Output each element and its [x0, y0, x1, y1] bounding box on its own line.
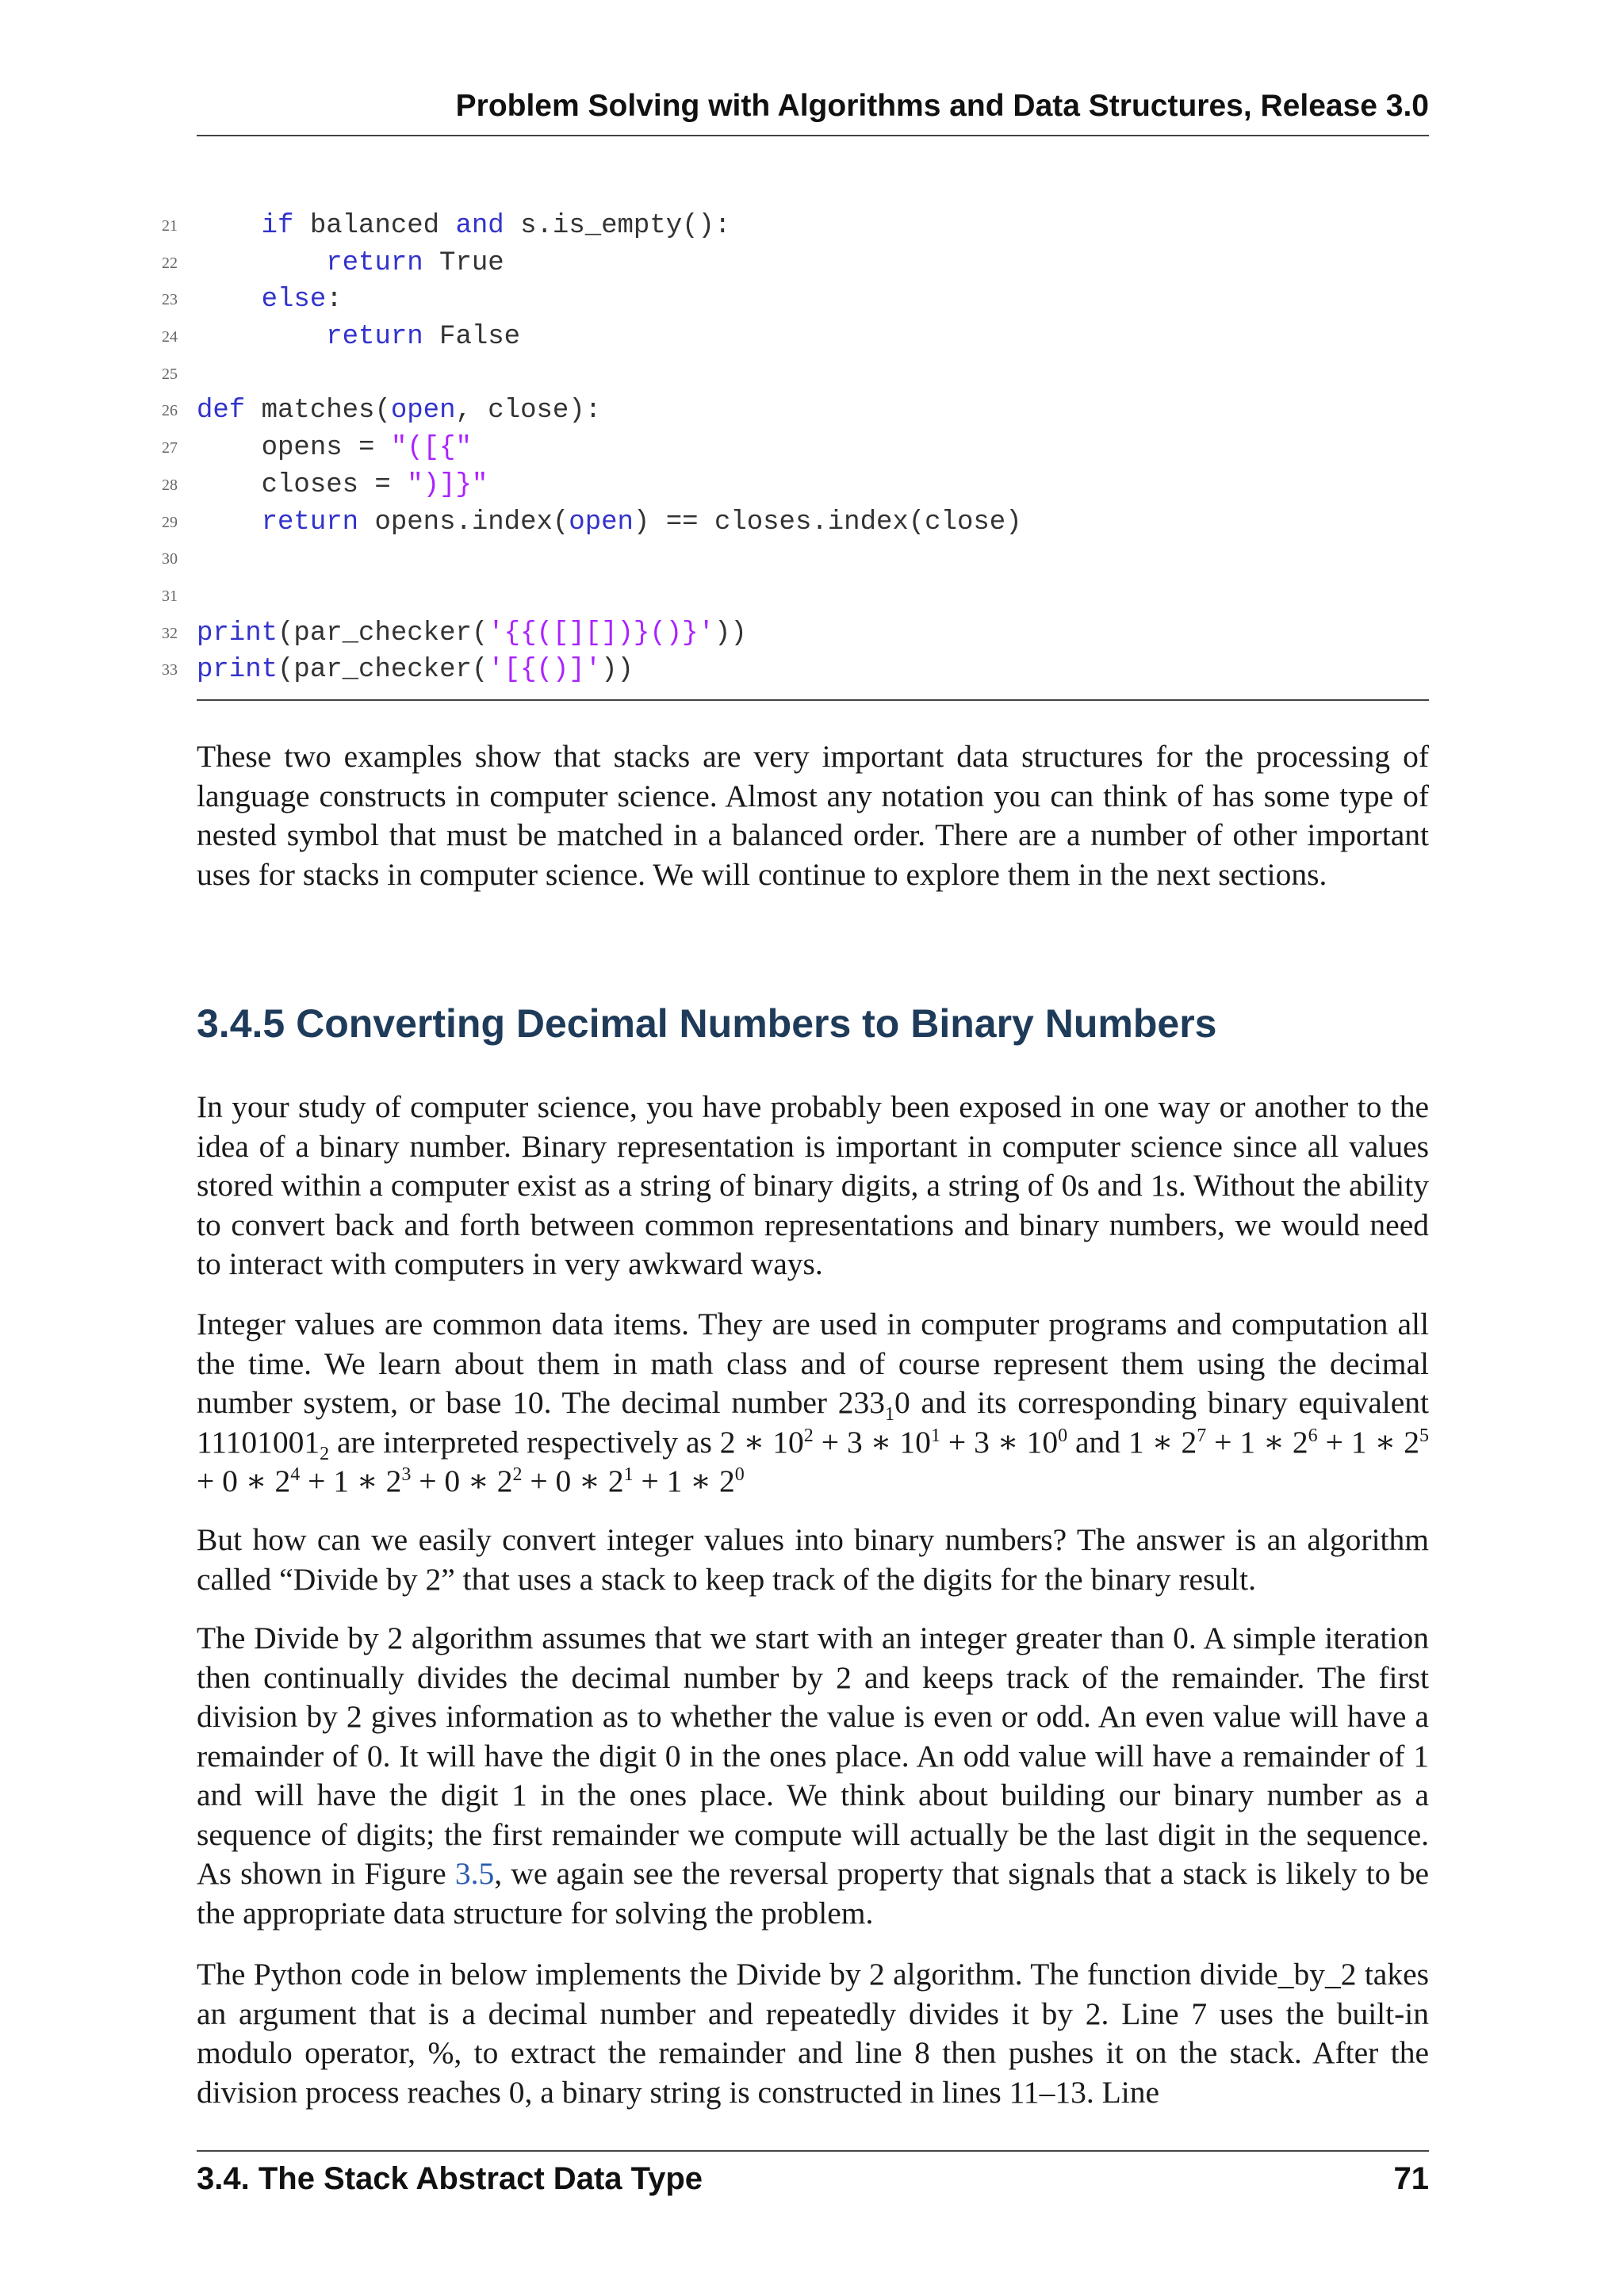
p2-text-l: + 0 ∗ 2 [411, 1464, 513, 1498]
p2-text-h: + 1 ∗ 2 [1206, 1424, 1308, 1460]
code-token: s.is_empty(): [504, 211, 731, 241]
paragraph-divide-by-2-question: But how can we easily convert integer values into binary numbers? The answer is an algorithm called “Divide by 2” that uses a stack to keep track of the digits for the binary result. [197, 1522, 1429, 1597]
code-block-rule [197, 699, 1429, 701]
code-line-number: 31 [162, 587, 178, 605]
code-token: )) [601, 655, 634, 686]
code-token: opens = [197, 433, 391, 464]
code-token: (par_checker( [278, 655, 488, 686]
p2-text-c: are interpreted respectively as 2 ∗ 10 [329, 1424, 804, 1460]
code-line [162, 430, 1429, 467]
code-line-text [197, 319, 520, 356]
code-line-text [197, 430, 472, 467]
code-line [162, 208, 1429, 245]
code-keyword: open [569, 507, 634, 538]
code-line-number: 25 [162, 365, 178, 383]
header-rule [197, 135, 1429, 136]
code-line [162, 504, 1429, 541]
p2-text-d: + 3 ∗ 10 [813, 1424, 931, 1460]
code-token [197, 211, 262, 241]
footer-rule [197, 2150, 1429, 2152]
code-line-number: 27 [162, 439, 178, 457]
code-keyword: print [197, 655, 278, 686]
code-token: )) [714, 618, 747, 649]
code-line-text [197, 208, 730, 245]
code-token: : [326, 285, 343, 316]
p2-exp-8: 3 [401, 1464, 412, 1485]
code-line [162, 319, 1429, 356]
p2-exp-5: 6 [1308, 1425, 1318, 1446]
code-line-number: 33 [162, 661, 178, 679]
code-string: ")]}" [407, 469, 488, 500]
code-keyword: if [261, 211, 294, 241]
code-string: '{{([][])}()}' [488, 618, 714, 649]
paragraph-python-code-intro: The Python code in below implements the Divide by 2 algorithm. The function divide_by_2 takes an argument that is a decimal number and repeatedly divides it by 2. Line 7 uses the built-in modulo operator, %, to extract the remainder and line 8 then pushes it on the stack. After the division process reaches 0, a binary string is constructed in lines 11–13. Line [197, 1957, 1429, 2110]
code-token: opens.index( [358, 507, 569, 538]
intro-paragraph: These two examples show that stacks are very important data structures for the processing of language constructs in computer science. Almost any notation you can think of has some type of nested symbol that must be matched in a balanced order. There are a number of other important uses for stacks in computer science. We will continue to explore them in the next sections. [197, 739, 1429, 892]
code-line-text [197, 467, 488, 504]
p2-text-j: + 0 ∗ 2 [197, 1464, 291, 1498]
p2-sub-2: 2 [320, 1443, 330, 1464]
code-line-text [197, 504, 1022, 541]
p2-text-n: + 1 ∗ 2 [633, 1464, 735, 1498]
code-string: '[{()]' [488, 655, 602, 686]
code-line-number: 23 [162, 291, 178, 309]
code-token: closes = [197, 469, 408, 500]
code-line-number: 29 [162, 513, 178, 531]
code-token: balanced [293, 211, 456, 241]
code-line [162, 356, 1429, 393]
p2-text-a: Integer values are common data items. They are used in computer programs and computation all the time. We learn about them in math class and of course represent them using the decimal number system, or base 10. The decimal number 233 [197, 1307, 1429, 1420]
code-line-text [197, 245, 504, 282]
p2-text-i: + 1 ∗ 2 [1317, 1424, 1420, 1460]
code-keyword: return [326, 322, 423, 353]
code-line [162, 541, 1429, 578]
p2-text-b: 0 and its corresponding binary equivalent 11101001 [197, 1385, 1429, 1460]
code-line-text [197, 392, 601, 430]
p2-exp-4: 7 [1197, 1425, 1207, 1446]
code-token: , close): [455, 396, 602, 427]
p2-exp-2: 1 [930, 1425, 940, 1446]
running-header-title: Problem Solving with Algorithms and Data Structures, Release 3.0 [455, 89, 1429, 123]
p4-text-b: , we again see the reversal property that signals that a stack is likely to be the appropriate data structure for solving the problem. [197, 1856, 1429, 1931]
p2-exp-6: 5 [1419, 1425, 1430, 1446]
code-keyword: return [261, 507, 359, 538]
p2-exp-7: 4 [290, 1464, 301, 1485]
paragraph-binary-intro: In your study of computer science, you have probably been exposed in one way or another to the idea of a binary number. Binary representation is important in computer science since all values stored within a computer exist as a string of binary digits, a string of 0s and 1s. Without the ability to convert back and forth between common representations and binary numbers, we would need to interact with computers in very awkward ways. [197, 1089, 1429, 1281]
code-keyword: return [326, 247, 423, 278]
p2-sub-1: 1 [884, 1403, 894, 1425]
code-token [197, 285, 262, 315]
p2-text-g: and 1 ∗ 2 [1067, 1424, 1197, 1460]
p2-exp-1: 2 [803, 1425, 814, 1446]
code-line [162, 467, 1429, 504]
p4-text-a: The Divide by 2 algorithm assumes that we start with an integer greater than 0. A simple iteration then continually divides the decimal number by 2 and keeps track of the remainder. The first division by 2 gives information as to whether the value is even or odd. An even value will have a remainder of 0. It will have the digit 0 in the ones place. An odd value will have a remainder of 1 and will have the digit 1 in the ones place. We think about building our binary number as a sequence of digits; the first remainder we compute will actually be the last digit in the sequence. As shown in Figure [197, 1621, 1429, 1891]
code-line [162, 578, 1429, 615]
code-line-number: 30 [162, 550, 178, 568]
code-token: matches( [245, 396, 391, 427]
code-line-text [197, 281, 343, 319]
code-line-number: 26 [162, 402, 178, 420]
footer-chapter-title: 3.4. The Stack Abstract Data Type [197, 2161, 703, 2196]
code-token: (par_checker( [278, 618, 488, 649]
p2-exp-3: 0 [1058, 1425, 1068, 1446]
p2-text-k: + 1 ∗ 2 [300, 1464, 402, 1498]
footer-page-number: 71 [1393, 2161, 1429, 2196]
section-heading: 3.4.5 Converting Decimal Numbers to Binary Numbers [197, 1001, 1217, 1046]
figure-3-5-link[interactable]: 3.5 [454, 1856, 495, 1891]
code-line-number: 21 [162, 217, 178, 235]
code-line [162, 392, 1429, 430]
p2-exp-10: 1 [623, 1464, 634, 1485]
code-keyword: print [197, 618, 278, 649]
code-line [162, 615, 1429, 652]
code-line-text [197, 652, 634, 689]
code-keyword: def [197, 396, 246, 427]
code-line [162, 281, 1429, 319]
code-keyword: and [455, 211, 504, 241]
code-string: "([{" [390, 433, 472, 464]
code-token: False [423, 322, 521, 353]
code-line-number: 22 [162, 254, 178, 272]
paragraph-divide-by-2-algorithm [197, 1619, 1429, 1933]
code-line [162, 652, 1429, 689]
p2-text-f: + 3 ∗ 10 [940, 1424, 1059, 1460]
code-token [197, 507, 262, 538]
code-keyword: else [261, 285, 327, 316]
code-token [197, 322, 326, 352]
code-line-text [197, 615, 747, 652]
code-line-number: 28 [162, 476, 178, 494]
paragraph-integer-values [197, 1305, 1429, 1502]
code-block [162, 208, 1429, 689]
code-token [197, 248, 326, 278]
code-line-number: 32 [162, 624, 178, 642]
code-token: True [423, 247, 504, 278]
code-token: ) == closes.index(close) [633, 507, 1022, 538]
p2-exp-11: 0 [734, 1464, 745, 1485]
code-line-number: 24 [162, 328, 178, 346]
p2-text-m: + 0 ∗ 2 [522, 1464, 624, 1498]
p2-exp-9: 2 [512, 1464, 523, 1485]
code-keyword: open [390, 396, 456, 427]
code-line [162, 245, 1429, 282]
